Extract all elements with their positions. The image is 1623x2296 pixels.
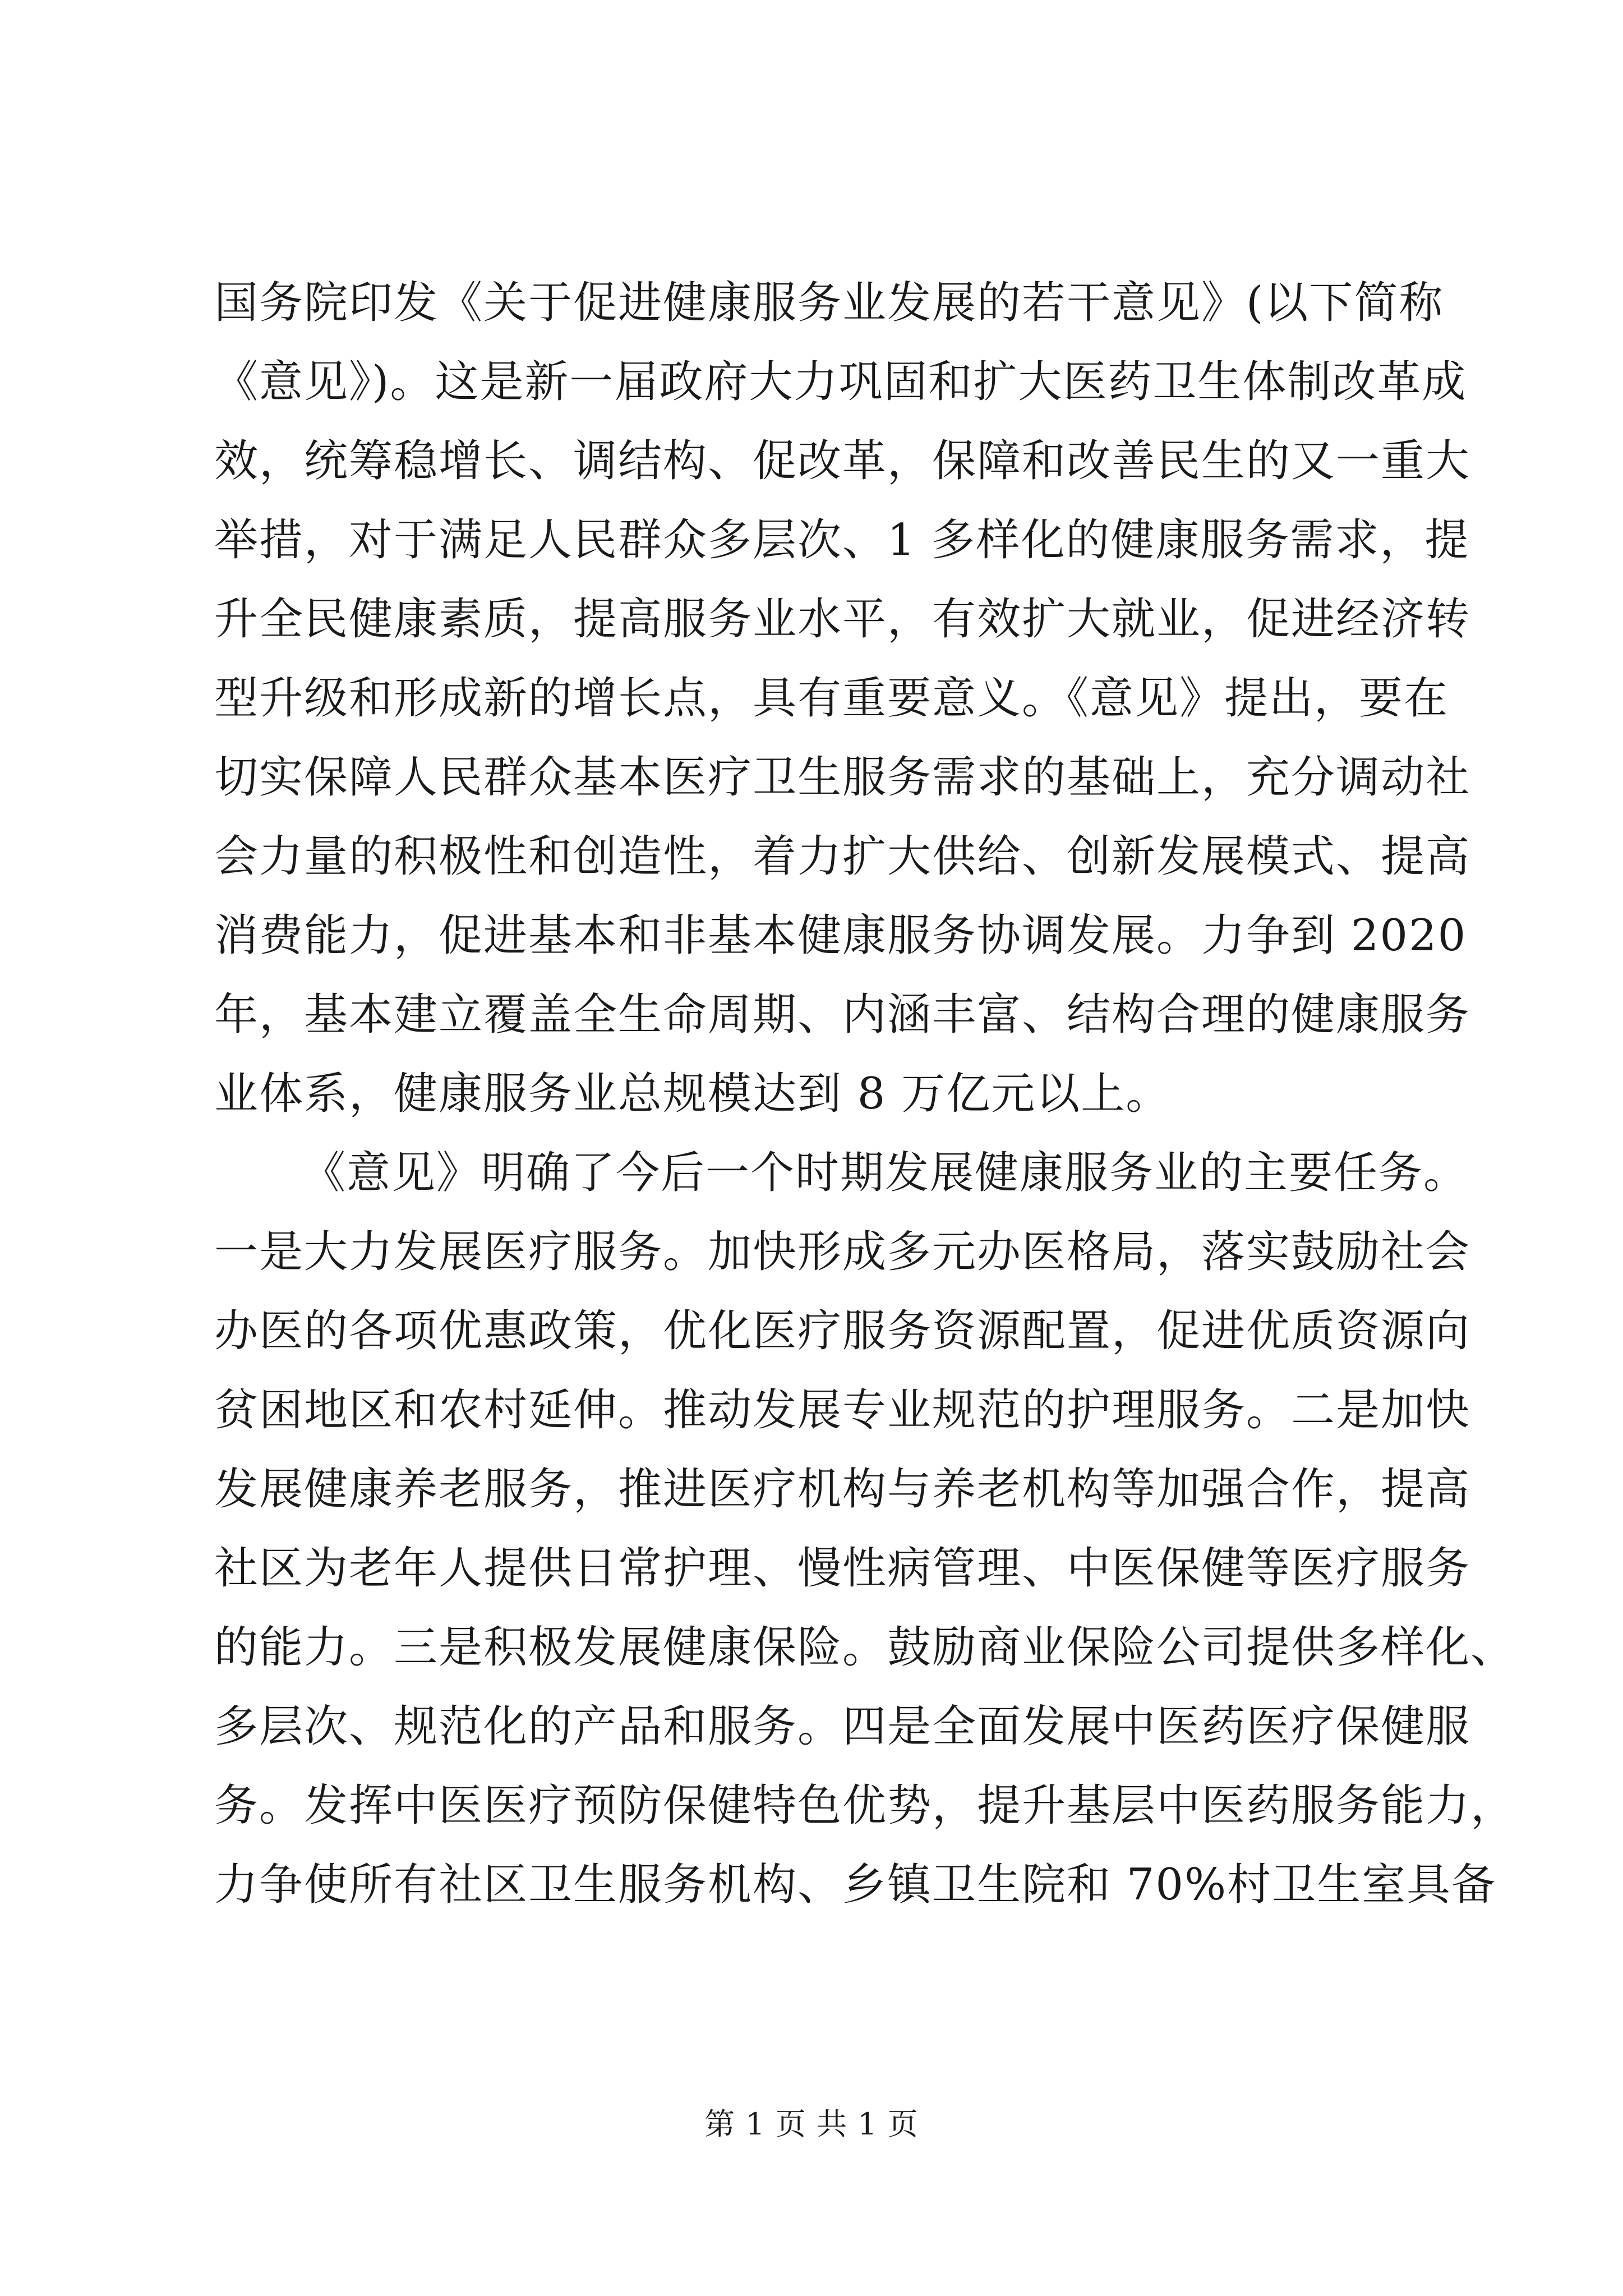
text-line: 社区为老年人提供日常护理、慢性病管理、中医保健等医疗服务 — [214, 1543, 1471, 1594]
text-line: 国务院印发《关于促进健康服务业发展的若干意见》(以下简称 — [214, 278, 1444, 328]
text-line: 办医的各项优惠政策，优化医疗服务资源配置，促进优质资源向 — [214, 1306, 1471, 1356]
text-line: 效，统筹稳增长、调结构、促改革，保障和改善民生的又一重大 — [214, 436, 1471, 486]
text-line: 切实保障人民群众基本医疗卫生服务需求的基础上，充分调动社 — [214, 752, 1471, 803]
text-line: 升全民健康素质，提高服务业水平，有效扩大就业，促进经济转 — [214, 594, 1471, 645]
text-line: 举措，对于满足人民群众多层次、1 多样化的健康服务需求，提 — [214, 515, 1470, 565]
text-line: 《意见》明确了今后一个时期发展健康服务业的主要任务。 — [302, 1148, 1469, 1198]
text-line: 消费能力，促进基本和非基本健康服务协调发展。力争到 2020 — [214, 910, 1467, 961]
text-line-indented — [214, 1134, 1469, 1213]
text-line: 力争使所有社区卫生服务机构、乡镇卫生院和 70%村卫生室具备 — [214, 1860, 1497, 1910]
text-line: 的能力。三是积极发展健康保险。鼓励商业保险公司提供多样化、 — [214, 1622, 1516, 1673]
text-line: 会力量的积极性和创造性，着力扩大供给、创新发展模式、提高 — [214, 831, 1471, 882]
text-line: 发展健康养老服务，推进医疗机构与养老机构等加强合作，提高 — [214, 1464, 1471, 1515]
page-number: 第 1 页 共 1 页 — [704, 2106, 919, 2142]
text-line: 型升级和形成新的增长点，具有重要意义。《意见》提出，要在 — [214, 673, 1449, 724]
page-footer — [0, 2105, 1623, 2144]
paragraph-2 — [214, 1134, 1516, 1925]
text-line: 贫困地区和农村延伸。推动发展专业规范的护理服务。二是加快 — [214, 1385, 1471, 1435]
document-body — [214, 264, 1516, 1925]
text-line: 务。发挥中医医疗预防保健特色优势，提升基层中医药服务能力， — [214, 1780, 1516, 1831]
text-line: 年，基本建立覆盖全生命周期、内涵丰富、结构合理的健康服务 — [214, 990, 1471, 1040]
text-line: 多层次、规范化的产品和服务。四是全面发展中医药医疗保健服 — [214, 1701, 1471, 1752]
text-line: 《意见》)。这是新一届政府大力巩固和扩大医药卫生体制改革成 — [214, 357, 1467, 407]
text-line: 业体系，健康服务业总规模达到 8 万亿元以上。 — [214, 1069, 1171, 1119]
paragraph-1 — [214, 264, 1471, 1134]
text-line: 一是大力发展医疗服务。加快形成多元办医格局，落实鼓励社会 — [214, 1227, 1471, 1277]
